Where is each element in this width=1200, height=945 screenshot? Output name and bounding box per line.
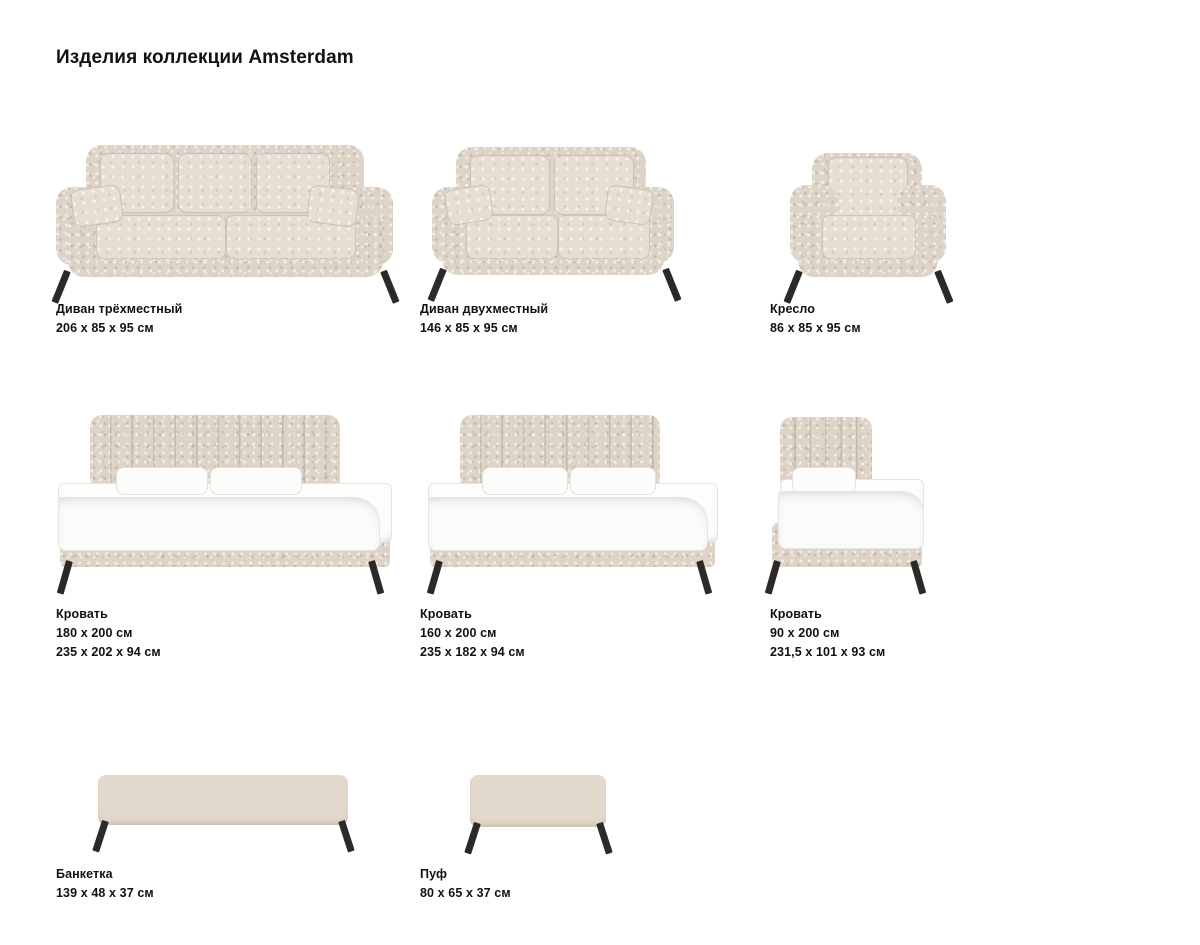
furniture-leg xyxy=(52,270,71,304)
furniture-leg xyxy=(910,560,926,595)
product-image-bed-160 xyxy=(420,405,770,605)
product-dimensions: 139 x 48 x 37 см xyxy=(56,886,154,900)
product-image-pouf xyxy=(420,765,1200,865)
product-card-bed-180[interactable] xyxy=(0,405,420,695)
product-caption-bed-160 xyxy=(420,605,770,662)
furniture-leg xyxy=(662,268,681,302)
product-card-bed-90[interactable] xyxy=(770,405,1200,695)
bed-pillow xyxy=(482,467,568,495)
bed-pillow xyxy=(570,467,656,495)
product-caption-pouf xyxy=(420,865,1200,903)
product-name: Кровать xyxy=(770,607,822,621)
bed-duvet xyxy=(428,497,708,551)
product-caption-sofa-2 xyxy=(420,300,770,338)
product-dimensions: 206 x 85 x 95 см xyxy=(56,321,154,335)
product-grid xyxy=(0,110,1200,945)
product-image-bed-90 xyxy=(770,405,1200,605)
furniture-leg xyxy=(57,560,73,595)
product-caption-bed-90 xyxy=(770,605,1200,662)
product-card-bench[interactable] xyxy=(0,765,420,945)
product-name: Диван трёхместный xyxy=(56,302,183,316)
furniture-leg xyxy=(427,560,443,595)
product-dimensions: 80 x 65 x 37 см xyxy=(420,886,511,900)
product-image-bed-180 xyxy=(0,405,420,605)
furniture-leg xyxy=(338,820,355,853)
product-card-sofa-3[interactable] xyxy=(0,110,420,350)
product-dimensions-overall: 235 x 182 x 94 см xyxy=(420,645,525,659)
bench-seat xyxy=(98,775,348,825)
bed-pillow xyxy=(210,467,302,495)
product-image-bench xyxy=(0,765,420,865)
furniture-leg xyxy=(428,268,447,302)
bed-duvet xyxy=(778,491,924,549)
product-name: Кровать xyxy=(420,607,472,621)
product-dimensions: 90 x 200 см xyxy=(770,626,840,640)
furniture-leg xyxy=(464,822,481,855)
furniture-leg xyxy=(596,822,613,855)
product-dimensions-overall: 235 x 202 x 94 см xyxy=(56,645,161,659)
product-dimensions: 180 x 200 см xyxy=(56,626,133,640)
product-caption-bench xyxy=(56,865,420,903)
furniture-leg xyxy=(380,270,399,304)
product-name: Банкетка xyxy=(56,867,113,881)
product-caption-armchair xyxy=(770,300,1200,338)
page-title: Изделия коллекции Amsterdam xyxy=(56,47,354,68)
furniture-leg xyxy=(934,270,953,304)
furniture-leg xyxy=(92,820,109,853)
product-dimensions-overall: 231,5 x 101 x 93 см xyxy=(770,645,886,659)
product-card-sofa-2[interactable] xyxy=(420,110,770,350)
product-caption-sofa-3 xyxy=(56,300,420,338)
furniture-leg xyxy=(784,270,803,304)
bed-pillow xyxy=(116,467,208,495)
bed-duvet xyxy=(58,497,380,551)
product-dimensions: 86 x 85 x 95 см xyxy=(770,321,861,335)
product-card-bed-160[interactable] xyxy=(420,405,770,695)
product-row-3 xyxy=(0,765,1200,945)
product-name: Кровать xyxy=(56,607,108,621)
product-card-armchair[interactable] xyxy=(770,110,1200,350)
product-image-sofa-3 xyxy=(0,110,420,300)
product-name: Кресло xyxy=(770,302,816,316)
product-card-pouf[interactable] xyxy=(420,765,1200,945)
product-dimensions: 160 x 200 см xyxy=(420,626,497,640)
product-name: Диван двухместный xyxy=(420,302,549,316)
product-caption-bed-180 xyxy=(56,605,420,662)
product-image-sofa-2 xyxy=(420,110,770,300)
pouf-seat xyxy=(470,775,606,827)
product-name: Пуф xyxy=(420,867,448,881)
product-row-1 xyxy=(0,110,1200,350)
product-image-armchair xyxy=(770,110,1200,300)
product-row-2 xyxy=(0,405,1200,695)
product-dimensions: 146 x 85 x 95 см xyxy=(420,321,518,335)
bed-pillow xyxy=(792,467,856,493)
